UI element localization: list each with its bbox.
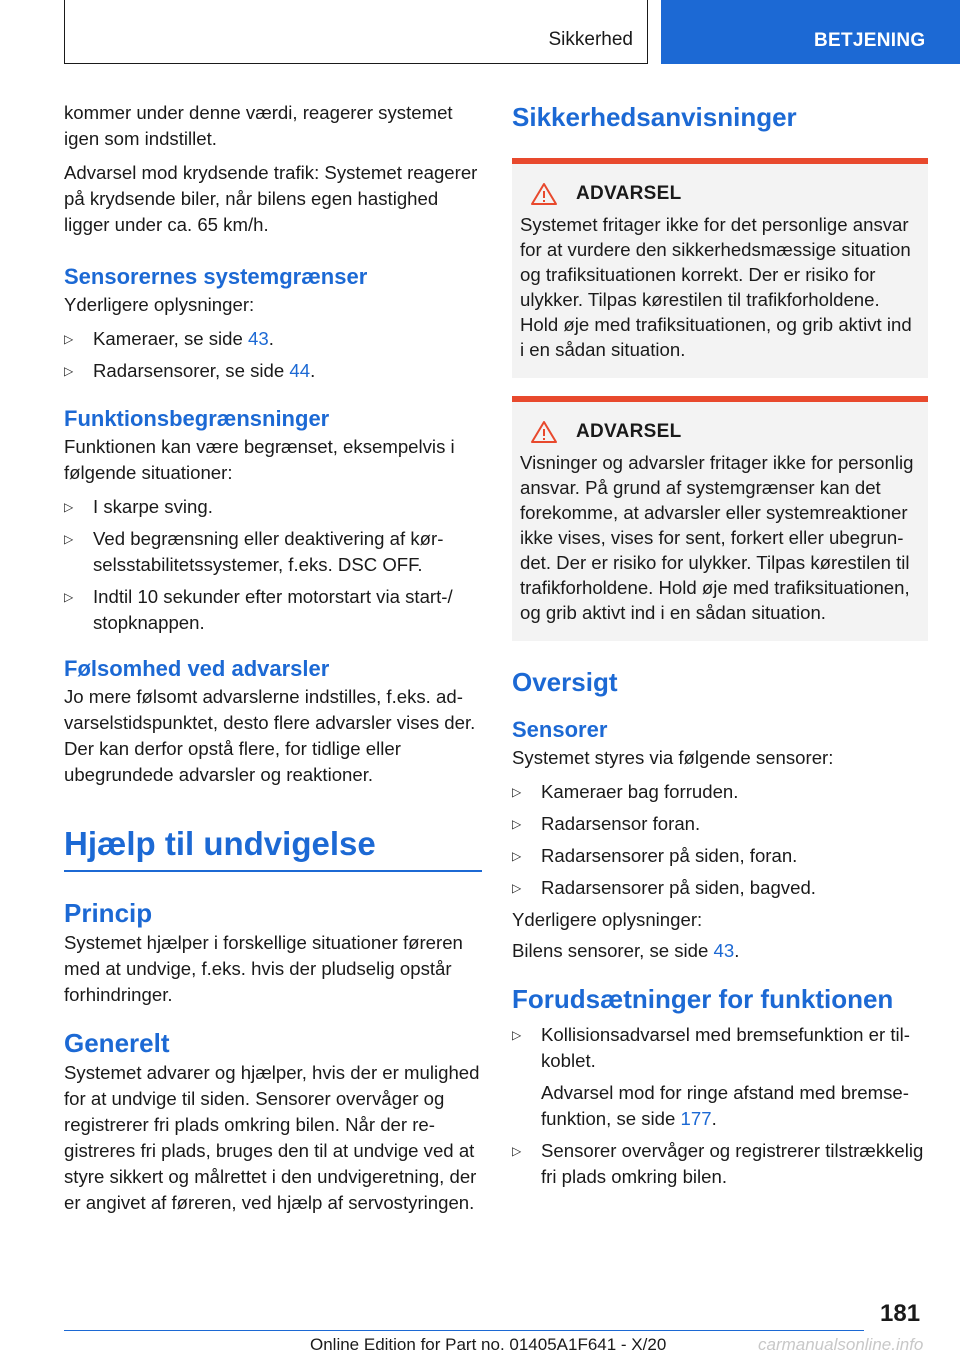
main-heading: Hjælp til undvigelse (64, 825, 376, 862)
function-limits-lead: Funktionen kan være begrænset, eksempelvis i følgende situationer: (64, 436, 455, 483)
prereq-list (512, 1022, 928, 1190)
triangle-right-icon: ▷ (512, 817, 522, 831)
triangle-right-icon: ▷ (64, 332, 74, 346)
list-item: ▷ Kameraer bag forruden. (512, 779, 928, 805)
warning-box (512, 158, 928, 378)
triangle-right-icon: ▷ (512, 849, 522, 863)
triangle-right-icon: ▷ (512, 1144, 522, 1158)
function-limits-heading: Funktionsbegrænsninger (64, 406, 330, 431)
prereq-heading: Forudsætninger for funktionen (512, 984, 894, 1014)
warning-triangle-icon (530, 420, 558, 444)
list-item: ▷ Radarsensorer, se side 44. (64, 358, 482, 384)
warning-title (520, 420, 920, 444)
footer-rule (64, 1330, 864, 1331)
warning-triangle-icon (530, 182, 558, 206)
triangle-right-icon: ▷ (64, 500, 74, 514)
list-item: ▷ Kameraer, se side 43. (64, 326, 482, 352)
sensors-list (512, 779, 928, 901)
list-item: ▷ Kollisionsadvarsel med bremsefunktion er tilkoblet. Advarsel mod for ringe afstand med bremsefunktion, se side 177. (512, 1022, 928, 1132)
header-section-title: Sikkerhed (548, 29, 633, 50)
sensor-limits-heading: Sensorernes systemgrænser (64, 264, 368, 289)
warning-label: ADVARSEL (576, 421, 682, 442)
list-item: ▷ Radarsensor foran. (512, 811, 928, 837)
triangle-right-icon: ▷ (512, 785, 522, 799)
page-link[interactable]: 44 (289, 360, 311, 381)
list-item: ▷ Ved begrænsning eller deaktivering af kørselsstabilitetssystemer, f.eks. DSC OFF. (64, 528, 444, 575)
principle-text: Systemet hjælper i forskellige situationer føreren med at undvige, f.eks. hvis der pludselig opstår forhindringer. (64, 932, 463, 1005)
list-item: ▷ Sensorer overvåger og registrerer tilstrækkelig fri plads omkring bilen. (512, 1140, 924, 1187)
page-link[interactable]: 43 (248, 328, 269, 349)
header-chapter-title: BETJENING (814, 30, 926, 51)
right-column (512, 100, 928, 1196)
sensors-lead: Systemet styres via følgende sensorer: (512, 747, 834, 768)
intro-paragraph-1: kommer under denne værdi, reagerer systemet igen som indstillet. (64, 102, 453, 149)
sensor-limits-lead: Yderligere oplysninger: (64, 294, 255, 315)
page-number: 181 (880, 1300, 921, 1327)
sensors-heading: Sensorer (512, 717, 608, 742)
header-chapter-box (661, 0, 960, 64)
page-link[interactable]: 177 (680, 1108, 712, 1129)
safety-heading: Sikkerhedsanvisninger (512, 102, 797, 132)
general-text: Systemet advarer og hjælper, hvis der er mulighed for at undvige til siden. Sensorer overvåger og registrerer fri plads omkring bilen. Når der registreres fri plads, bruges den til at undvige ved at styre sikkert og målrettet i den undvigeretning, der er angivet af føreren, ved hjælp af servostyringen. (64, 1062, 480, 1213)
heading-rule (64, 870, 482, 872)
general-heading: Generelt (64, 1028, 170, 1058)
header-section-box (64, 0, 648, 64)
list-item: ▷ Radarsensorer på siden, bagved. (512, 875, 928, 901)
triangle-right-icon: ▷ (64, 364, 74, 378)
principle-heading: Princip (64, 898, 153, 928)
warning-text: Visninger og advarsler fritager ikke for personlig ansvar. På grund af systemgrænser kan det forekomme, at advarsler eller systemreaktioner ikke vises, vises for sent, forkert eller ubegrundet. Der er risiko for ulykker. Tilpas kørestilen til trafikforholdene. Hold øje med trafiksituationen, og grib aktivt ind i en sådan situation. (520, 452, 914, 623)
overview-heading: Oversigt (512, 667, 618, 697)
warning-box (512, 396, 928, 641)
list-item: ▷ Indtil 10 sekunder efter motorstart via start-/ stopknappen. (64, 586, 453, 633)
sensitivity-text: Jo mere følsomt advarslerne indstilles, f.eks. advarselstidspunktet, desto flere advarsler vises der. Der kan derfor opstå flere, for tidlige eller ubegrundede advarsler og reaktioner. (64, 686, 476, 785)
triangle-right-icon: ▷ (64, 590, 74, 604)
sensor-limits-list (64, 326, 482, 384)
warning-title (520, 182, 920, 206)
triangle-right-icon: ▷ (512, 1028, 522, 1042)
warning-text: Systemet fritager ikke for det personlige ansvar for at vurdere den sikkerhedsmæssige situation og trafiksituationen korrekt. Der er risiko for ulykker. Tilpas kørestilen til trafikforholdene. Hold øje med trafiksituationen, og grib aktivt ind i en sådan situation. (520, 214, 912, 360)
sensitivity-heading: Følsomhed ved advarsler (64, 656, 330, 681)
list-item: ▷ I skarpe sving. (64, 494, 482, 520)
list-item: ▷ Radarsensorer på siden, foran. (512, 843, 928, 869)
intro-paragraph-2: Advarsel mod krydsende trafik: Systemet reagerer på krydsende biler, når bilens egen hastighed ligger under ca. 65 km/h. (64, 162, 478, 235)
sensors-more: Yderligere oplysninger: (512, 909, 703, 930)
triangle-right-icon: ▷ (512, 881, 522, 895)
function-limits-list (64, 494, 482, 636)
list-item-sub: Advarsel mod for ringe afstand med bremsefunktion, se side 177. (541, 1082, 909, 1129)
footer-edition: Online Edition for Part no. 01405A1F641 - X/20 (310, 1335, 667, 1354)
sensors-ref: Bilens sensorer, se side 43. (512, 940, 740, 961)
triangle-right-icon: ▷ (64, 532, 74, 546)
watermark: carmanualsonline.info (758, 1335, 924, 1354)
page-link[interactable]: 43 (713, 940, 735, 961)
warning-label: ADVARSEL (576, 183, 682, 204)
left-column (64, 100, 482, 1221)
